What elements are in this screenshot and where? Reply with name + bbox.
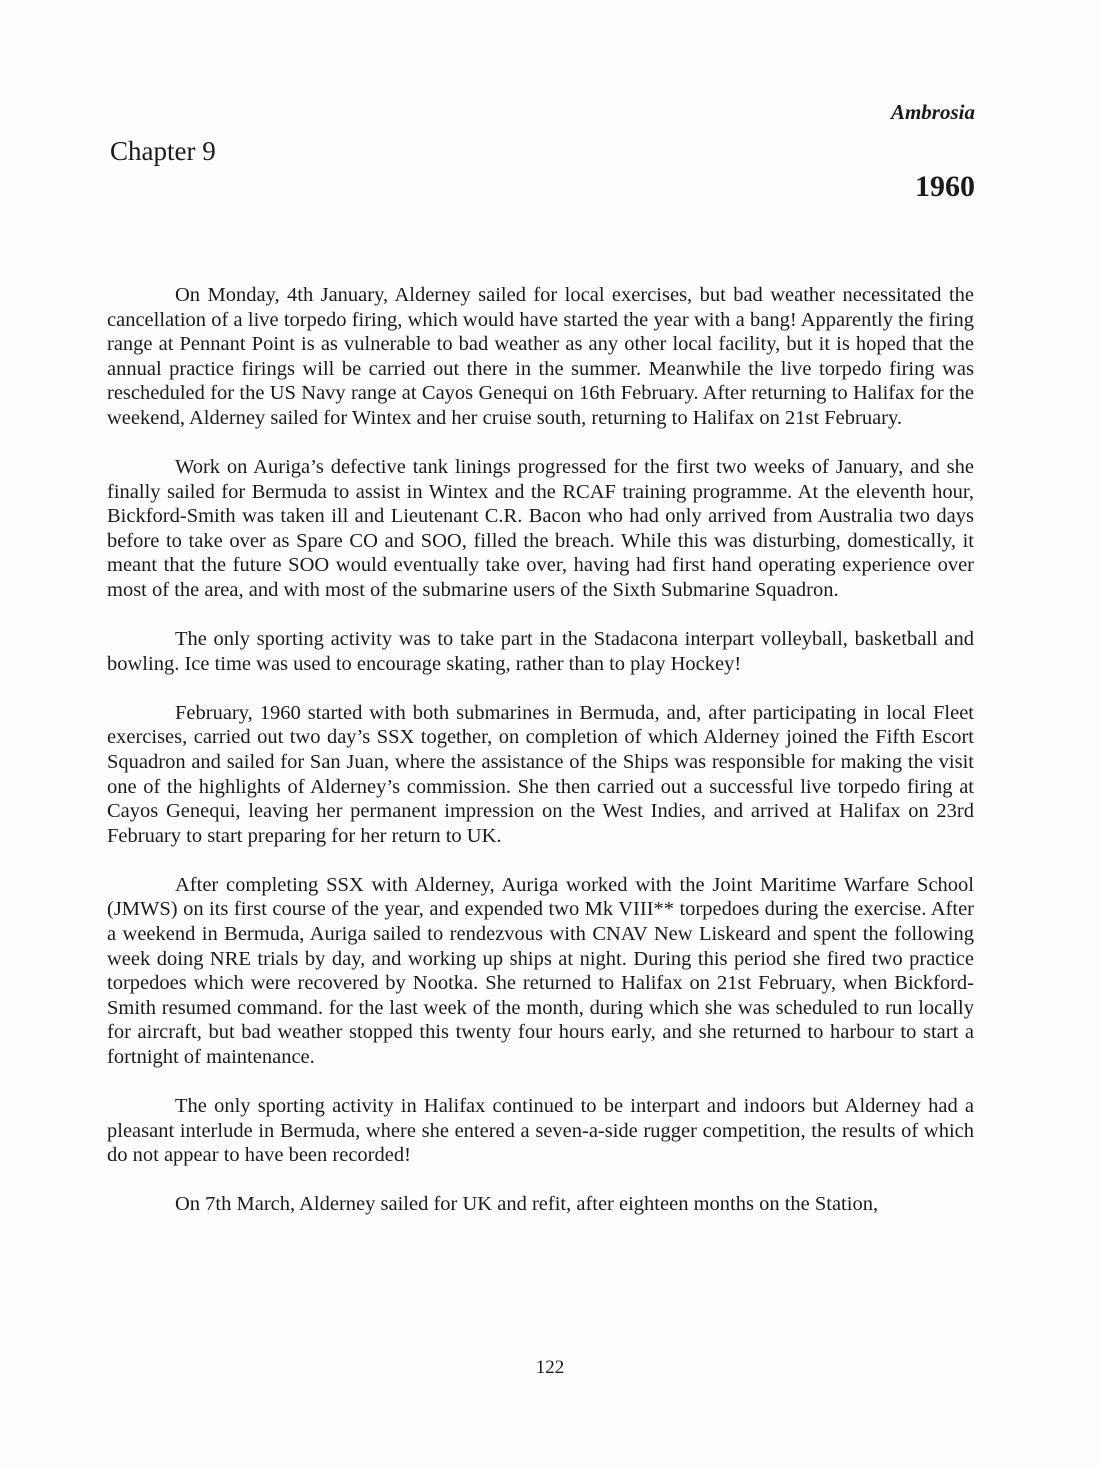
paragraph: Work on Auriga’s defective tank linings progressed for the first two weeks of January, and she finally sailed for Bermuda to assist in Wintex and the RCAF training programme. At the eleventh hour, Bickford-Smith was taken ill and Lieutenant C.R. Bacon who had only arrived from Australia two days before to take over as Spare CO and SOO, filled the breach. While this was disturbing, domestically, it meant that the future SOO would eventually take over, having had first hand operating experience over most of the area, and with most of the submarine users of the Sixth Submarine Squadron. xyxy=(107,456,974,602)
paragraph: On 7th March, Alderney sailed for UK and refit, after eighteen months on the Station, xyxy=(175,1193,879,1216)
paragraph: The only sporting activity was to take part in the Stadacona interpart volleyball, basketball and bowling. Ice time was used to encourage skating, rather than to play Hockey! xyxy=(107,628,974,675)
paragraph: On Monday, 4th January, Alderney sailed for local exercises, but bad weather necessitated the cancellation of a live torpedo firing, which would have started the year with a bang! Apparently the firing range at Pennant Point is as vulnerable to bad weather as any other local facility, but it is hoped that the annual practice firings will be carried out there in the summer. Meanwhile the live torpedo firing was rescheduled for the US Navy range at Cayos Genequi on 16th February. After returning to Halifax for the weekend, Alderney sailed for Wintex and her cruise south, returning to Halifax on 21st February. xyxy=(107,284,974,429)
running-head: Ambrosia xyxy=(890,100,975,124)
paragraph: After completing SSX with Alderney, Auriga worked with the Joint Maritime Warfare School (JMWS) on its first course of the year, and expended two Mk VIII** torpedoes during the exercise. After a weekend in Bermuda, Auriga sailed to rendezvous with CNAV New Liskeard and spent the following week doing NRE trials by day, and working up ships at night. During this period she fired two practice torpedoes which were recovered by Nootka. She returned to Halifax on 21st February, when Bickford-Smith resumed command. for the last week of the month, during which she was scheduled to run locally for aircraft, but bad weather stopped this twenty four hours early, and she returned to harbour to start a fortnight of maintenance. xyxy=(107,873,974,1069)
paragraph: The only sporting activity in Halifax continued to be interpart and indoors but Alderney had a pleasant interlude in Bermuda, where she entered a seven-a-side rugger competition, the results of which do not appear to have been recorded! xyxy=(107,1095,974,1167)
page-number: 122 xyxy=(535,1357,565,1378)
chapter-title: 1960 xyxy=(915,170,975,203)
body-text xyxy=(107,283,974,1242)
chapter-label: Chapter 9 xyxy=(110,136,216,166)
paragraph: February, 1960 started with both submarines in Bermuda, and, after participating in local Fleet exercises, carried out two day’s SSX together, on completion of which Alderney joined the Fifth Escort Squadron and sailed for San Juan, where the assistance of the Ships was responsible for making the visit one of the highlights of Alderney’s commission. She then carried out a successful live torpedo firing at Cayos Genequi, leaving her permanent impression on the West Indies, and arrived at Halifax on 23rd February to start preparing for her return to UK. xyxy=(107,701,974,847)
